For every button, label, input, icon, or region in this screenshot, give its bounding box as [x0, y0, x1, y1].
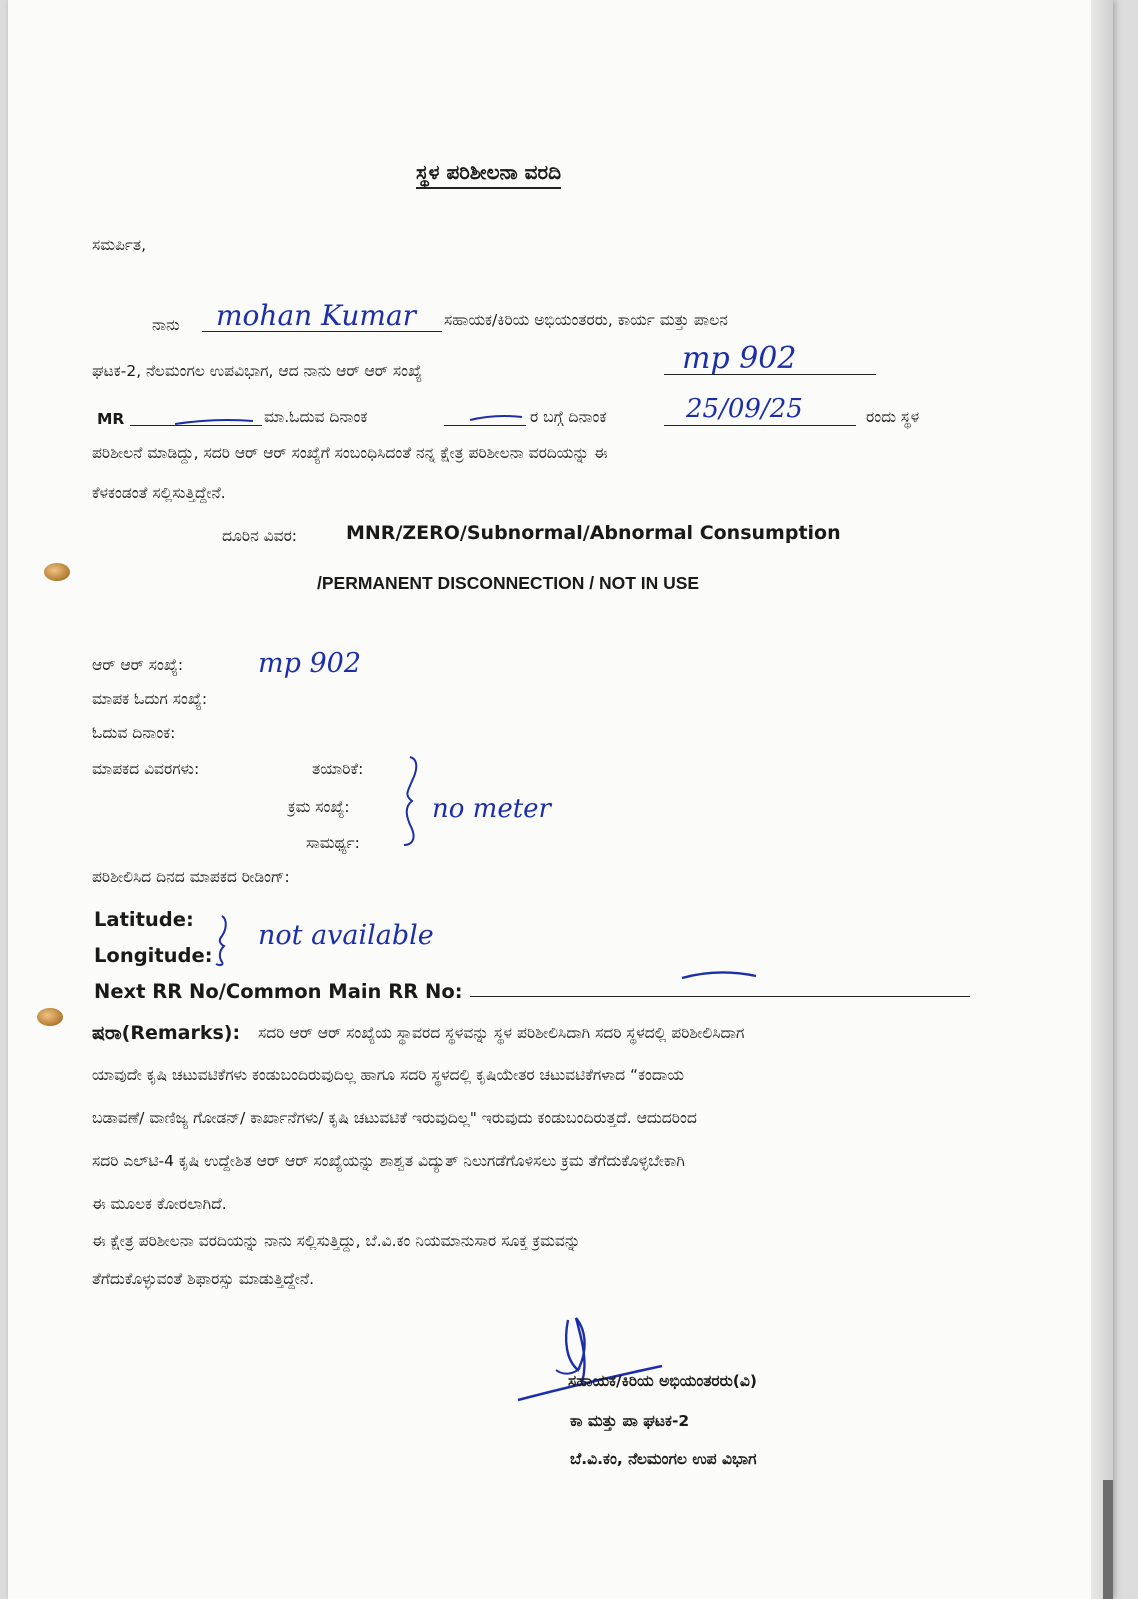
ink-dash-date — [470, 413, 525, 423]
details-prefix: ದೂರಿನ ವಿವರ: — [222, 527, 298, 545]
signature-l3: ಬೆ.ವಿ.ಕಂ, ನೆಲಮಂಗಲ ಉಪ ವಿಭಾಗ — [570, 1450, 757, 1468]
handwritten-date: 25/09/25 — [686, 394, 803, 424]
para-l1-prefix: ನಾನು — [152, 316, 180, 334]
meter-reader-label: ಮಾಪಕ ಓದುಗ ಸಂಖ್ಯೆ: — [92, 690, 208, 708]
page-edge — [1091, 0, 1113, 1599]
capacity-label: ಸಾಮರ್ಥ್ಯ: — [306, 834, 360, 852]
remarks-label-text: ಷರಾ(Remarks): — [92, 1022, 241, 1044]
handwritten-rr-no: mp 902 — [682, 341, 797, 376]
para-l4: ಪರಿಶೀಲನೆ ಮಾಡಿದ್ದು, ಸದರಿ ಆರ್ ಆರ್ ಸಂಖ್ಯೆಗೆ ಸಂಬಂಧಿಸಿದಂತೆ ನನ್ನ ಕ್ಷೇತ್ರ ಪರಿಶೀಲನಾ ವರದಿಯನ್ನು ಈ — [92, 444, 608, 462]
para-l2: ಘಟಕ-2, ನೆಲಮಂಗಲ ಉಪವಿಭಾಗ, ಆದ ನಾನು ಆರ್ ಆರ್ ಸಂಖ್ಯೆ — [92, 362, 423, 380]
details-line2: /PERMANENT DISCONNECTION / NOT IN USE — [317, 573, 700, 593]
para-l3-a: ಮಾ.ಓದುವ ದಿನಾಂಕ — [264, 408, 368, 426]
punch-hole — [44, 563, 70, 581]
latitude-label: Latitude: — [94, 908, 194, 931]
date-blank — [664, 425, 856, 426]
closing-l1: ಈ ಕ್ಷೇತ್ರ ಪರಿಶೀಲನಾ ವರದಿಯನ್ನು ನಾನು ಸಲ್ಲಿಸುತ್ತಿದ್ದು, ಬೆ.ವಿ.ಕಂ ನಿಯಮಾನುಸಾರ ಸೂಕ್ತ ಕ್ರಮವನ್ನು — [92, 1232, 581, 1250]
handwritten-rr-field: mp 902 — [258, 648, 362, 679]
details-line1: MNR/ZERO/Subnormal/Abnormal Consumption — [346, 522, 841, 544]
reading-on-visit-label: ಪರಿಶೀಲಿಸಿದ ದಿನದ ಮಾಪಕದ ರೀಡಿಂಗ್: — [92, 868, 290, 886]
make-label: ತಯಾರಿಕೆ: — [312, 760, 364, 778]
punch-hole — [37, 1008, 63, 1026]
signature-l1: ಸಹಾಯಕ/ಕಿರಿಯ ಅಭಿಯಂತರರು(ವಿ) — [568, 1372, 757, 1390]
para-l5: ಕೆಳಕಂಡಂತೆ ಸಲ್ಲಿಸುತ್ತಿದ್ದೇನೆ. — [92, 484, 226, 502]
reading-date-blank — [444, 425, 526, 426]
remarks-l4: ಸದರಿ ಎಲ್‌ಟಿ-4 ಕೃಷಿ ಉದ್ದೇಶಿತ ಆರ್ ಆರ್ ಸಂಖ್ಯೆಯನ್ನು ಶಾಶ್ವತ ವಿದ್ಯುತ್ ನಿಲುಗಡೆಗೊಳಿಸಲು ಕ್ರಮ ತೆಗೆದುಕೊಳ್ಳಬೇಕಾಗಿ — [92, 1152, 685, 1170]
ink-dash-next-rr — [680, 966, 758, 982]
remarks-l3: ಬಡಾವಣೆ/ ವಾಣಿಜ್ಯ ಗೋಡನ್/ ಕಾರ್ಖಾನೆಗಳು/ ಕೃಷಿ ಚಟುವಟಿಕೆ ಇರುವುದಿಲ್ಲ" ಇರುವುದು ಕಂಡುಬಂದಿರುತ್ತದೆ. ಆದುದರಿಂದ — [92, 1109, 697, 1127]
meter-details-label: ಮಾಪಕದ ವಿವರಗಳು: — [92, 760, 200, 778]
handwritten-name: mohan Kumar — [216, 299, 417, 332]
brace-mark — [400, 755, 422, 847]
remarks-l5: ಈ ಮೂಲಕ ಕೋರಲಾಗಿದೆ. — [92, 1195, 227, 1213]
page-title: ಸ್ಥಳ ಪರಿಶೀಲನಾ ವರದಿ — [416, 160, 561, 189]
para-l1-suffix: ಸಹಾಯಕ/ಕಿರಿಯ ಅಭಿಯಂತರರು, ಕಾರ್ಯ ಮತ್ತು ಪಾಲನ — [444, 311, 728, 329]
remarks-label — [92, 1024, 240, 1043]
handwritten-meter: no meter — [432, 794, 551, 824]
closing-l2: ತೆಗೆದುಕೊಳ್ಳುವಂತೆ ಶಿಫಾರಸ್ಸು ಮಾಡುತ್ತಿದ್ದೇನೆ. — [92, 1270, 315, 1288]
ink-dash-mr — [175, 418, 255, 428]
para-l3-c: ರಂದು ಸ್ಥಳ — [866, 408, 920, 426]
handwritten-latlong: not available — [258, 920, 434, 951]
remarks-l1: ಸದರಿ ಆರ್ ಆರ್ ಸಂಖ್ಯೆಯ ಸ್ಥಾವರದ ಸ್ಥಳವನ್ನು ಸ್ಥಳ ಪರಿಶೀಲಿಸಿದಾಗಿ ಸದರಿ ಸ್ಥಳದಲ್ಲಿ ಪರಿಶೀಲಿಸಿದಾಗ — [258, 1024, 745, 1042]
page-edge-shadow — [1103, 1480, 1113, 1599]
para-l3-b: ರ ಬಗ್ಗೆ ದಿನಾಂಕ — [530, 408, 607, 426]
brace-mark — [214, 914, 234, 966]
para-l3-mr: MR — [97, 410, 125, 428]
reading-date-label: ಓದುವ ದಿನಾಂಕ: — [92, 724, 176, 742]
longitude-label: Longitude: — [94, 944, 213, 967]
signature-l2: ಕಾ ಮತ್ತು ಪಾ ಘಟಕ-2 — [570, 1412, 690, 1430]
next-rr-blank — [470, 996, 970, 997]
signature-scribble — [516, 1310, 666, 1410]
remarks-l2: ಯಾವುದೇ ಕೃಷಿ ಚಟುವಟಿಕೆಗಳು ಕಂಡುಬಂದಿರುವುದಿಲ್ಲ ಹಾಗೂ ಸದರಿ ಸ್ಥಳದಲ್ಲಿ ಕೃಷಿಯೇತರ ಚಟುವಟಿಕೆಗಳಾದ “ಕಂದಾಯ — [92, 1066, 685, 1084]
next-rr-label: Next RR No/Common Main RR No: — [94, 980, 463, 1003]
serial-label: ಕ್ರಮ ಸಂಖ್ಯೆ: — [288, 798, 350, 816]
rr-label: ಆರ್ ಆರ್ ಸಂಖ್ಯೆ: — [92, 656, 184, 674]
salutation: ಸಮರ್ಪಿತ, — [92, 236, 147, 254]
